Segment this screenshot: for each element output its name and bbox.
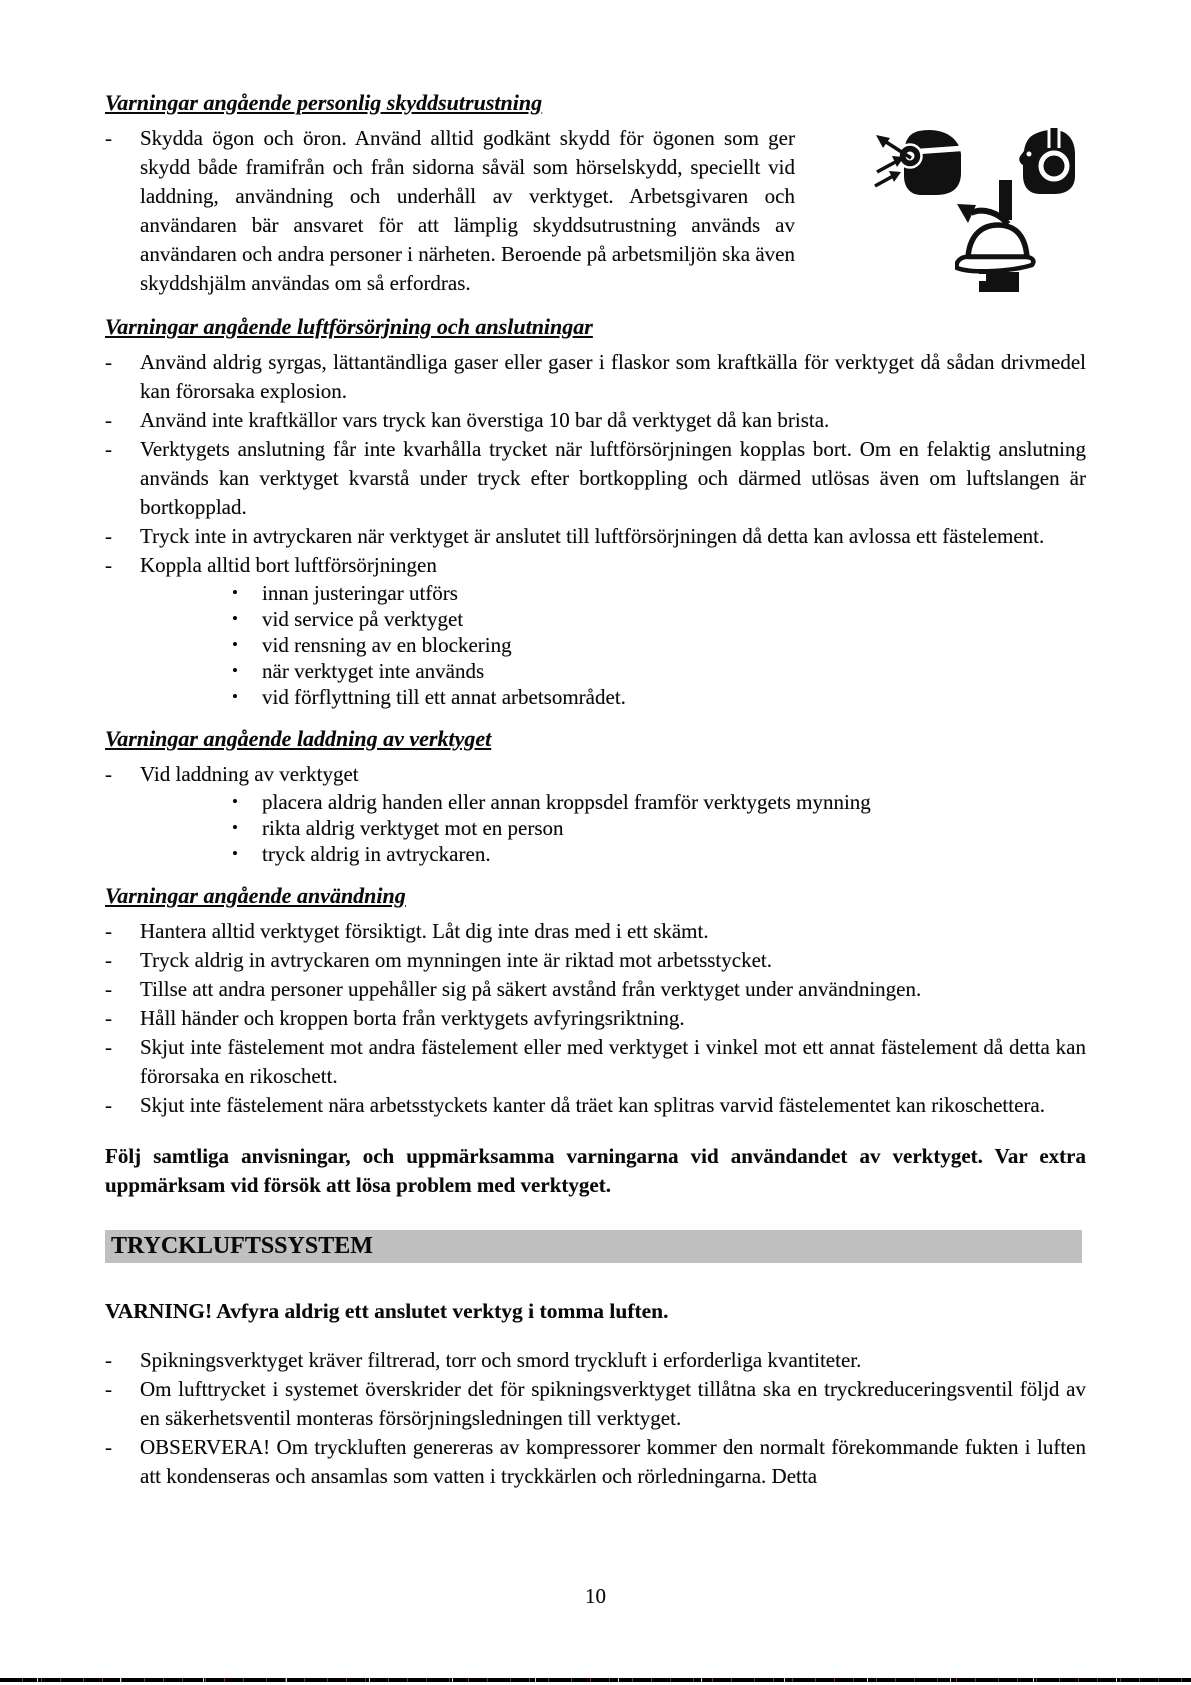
- bullet-item: [105, 1091, 1086, 1120]
- section-ppe: [105, 88, 1086, 298]
- bullet-text: Skjut inte fästelement nära arbetsstyckets kanter då träet kan splitras varvid fästelementet kan rikoschettera.: [140, 1093, 1045, 1117]
- sub-bullet-item: [232, 789, 1086, 815]
- bullet-item: [105, 917, 1086, 946]
- dash-marker: -: [105, 1006, 112, 1030]
- bullet-item: [105, 1004, 1086, 1033]
- bullet-item: [105, 124, 795, 298]
- bullet-text: Tryck aldrig in avtryckaren om mynningen inte är riktad mot arbetsstycket.: [140, 948, 772, 972]
- section-usage: [105, 881, 1086, 1120]
- section-loading: [105, 724, 1086, 867]
- page-number: 10: [585, 1584, 606, 1608]
- bullet-item: [105, 522, 1086, 551]
- bullet-marker: •: [232, 687, 238, 706]
- sub-bullet-item: [232, 658, 1086, 684]
- sub-bullet-text: tryck aldrig in avtryckaren.: [262, 842, 491, 866]
- bullet-text: Använd aldrig syrgas, lättantändliga gaser eller gaser i flaskor som kraftkälla för verktyget då sådan drivmedel kan förorsaka explosion.: [140, 350, 1086, 403]
- sub-bullet-item: [232, 841, 1086, 867]
- dash-marker: -: [105, 1377, 112, 1401]
- sub-bullet-text: vid service på verktyget: [262, 607, 464, 631]
- bullet-text: Koppla alltid bort luftförsörjningen: [140, 553, 437, 577]
- hard-hat-icon: [955, 180, 1041, 292]
- bullet-text: Tillse att andra personer uppehåller sig på säkert avstånd från verktyget under användningen.: [140, 977, 922, 1001]
- bullet-item: [105, 1033, 1086, 1091]
- sub-bullet-text: innan justeringar utförs: [262, 581, 458, 605]
- safety-pictograms: [795, 124, 1085, 296]
- sub-bullet-item: [232, 606, 1086, 632]
- bullet-item: [105, 975, 1086, 1004]
- section-banner-tryckluftssystem: TRYCKLUFTSSYSTEM: [105, 1230, 1082, 1263]
- bullet-marker: •: [232, 661, 238, 680]
- dash-marker: -: [105, 948, 112, 972]
- dash-marker: -: [105, 524, 112, 548]
- closing-note: Följ samtliga anvisningar, och uppmärksamma varningarna vid användandet av verktyget. Var extra uppmärksam vid försök att lösa problem med verktyget.: [105, 1144, 1086, 1197]
- bullet-text: OBSERVERA! Om tryckluften genereras av kompressorer kommer den normalt förekommande fukten i luften att kondenseras och ansamlas som vatten i tryckkärlen och rörledningarna. Detta: [140, 1435, 1086, 1488]
- sub-bullet-item: [232, 580, 1086, 606]
- dash-marker: -: [105, 126, 112, 150]
- bullet-text: Vid laddning av verktyget: [140, 762, 359, 786]
- bullet-marker: •: [232, 609, 238, 628]
- bullet-text: Håll händer och kroppen borta från verktygets avfyringsriktning.: [140, 1006, 685, 1030]
- sub-bullet-item: [232, 632, 1086, 658]
- bullet-item: [105, 348, 1086, 406]
- bullet-marker: •: [232, 792, 238, 811]
- bullet-text: Verktygets anslutning får inte kvarhålla trycket när luftförsörjningen kopplas bort. Om en felaktig anslutning används kan verktyget kvarstå under tryck efter bortkoppling och därmed utlösas även om luftslangen är bortkopplad.: [140, 437, 1086, 519]
- bullet-marker: •: [232, 635, 238, 654]
- bullet-item: [105, 1433, 1086, 1491]
- bullet-item: [105, 760, 1086, 789]
- section-heading-usage: Varningar angående användning: [105, 883, 406, 908]
- dash-marker: -: [105, 408, 112, 432]
- bullet-marker: •: [232, 583, 238, 602]
- dash-marker: -: [105, 977, 112, 1001]
- sub-bullet-text: placera aldrig handen eller annan kroppsdel framför verktygets mynning: [262, 790, 871, 814]
- dash-marker: -: [105, 762, 112, 786]
- dash-marker: -: [105, 437, 112, 461]
- sub-bullet-item: [232, 684, 1086, 710]
- bullet-marker: •: [232, 818, 238, 837]
- sub-bullet-text: rikta aldrig verktyget mot en person: [262, 816, 564, 840]
- bullet-marker: •: [232, 844, 238, 863]
- bullet-text: Skjut inte fästelement mot andra fästelement eller med verktyget i vinkel mot ett annat fästelement då detta kan förorsaka en rikoschett.: [140, 1035, 1086, 1088]
- bullet-text: Använd inte kraftkällor vars tryck kan överstiga 10 bar då verktyget då kan brista.: [140, 408, 830, 432]
- sub-bullet-text: när verktyget inte används: [262, 659, 485, 683]
- sub-bullet-text: vid förflyttning till ett annat arbetsområdet.: [262, 685, 626, 709]
- section-air-supply: [105, 312, 1086, 710]
- dash-marker: -: [105, 553, 112, 577]
- bullet-text: Om lufttrycket i systemet överskrider det för spikningsverktyget tillåtna ska en tryckreduceringsventil följd av en säkerhetsventil monteras försörjningsledningen till verktyget.: [140, 1377, 1086, 1430]
- bullet-item: [105, 946, 1086, 975]
- bullet-text: Spikningsverktyget kräver filtrerad, torr och smord tryckluft i erforderliga kvantiteter.: [140, 1348, 862, 1372]
- scan-edge-line: [0, 1678, 1191, 1682]
- sub-bullet-item: [232, 815, 1086, 841]
- dash-marker: -: [105, 1093, 112, 1117]
- bullet-item: [105, 435, 1086, 522]
- dash-marker: -: [105, 350, 112, 374]
- bullet-text: Skydda ögon och öron. Använd alltid godkänt skydd för ögonen som ger skydd både framifrån och från sidorna såväl som hörselskydd, speciellt vid laddning, användning och underhåll av verktyget. Arbetsgivaren och användaren bär ansvaret för att lämplig skyddsutrustning används av användaren och andra personer i närheten. Beroende på arbetsmiljön ska även skyddshjälm användas om så erfordras.: [140, 126, 795, 295]
- warning-line: VARNING! Avfyra aldrig ett anslutet verktyg i tomma luften.: [105, 1299, 669, 1323]
- dash-marker: -: [105, 1348, 112, 1372]
- bullet-text: Tryck inte in avtryckaren när verktyget är anslutet till luftförsörjningen då detta kan avlossa ett fästelement.: [140, 524, 1045, 548]
- dash-marker: -: [105, 1435, 112, 1459]
- section-heading-air-supply: Varningar angående luftförsörjning och anslutningar: [105, 314, 593, 339]
- bullet-item: [105, 551, 1086, 580]
- air-system-list: [105, 1346, 1086, 1491]
- section-heading-loading: Varningar angående laddning av verktyget: [105, 726, 492, 751]
- sub-bullet-text: vid rensning av en blockering: [262, 633, 512, 657]
- bullet-text: Hantera alltid verktyget försiktigt. Låt dig inte dras med i ett skämt.: [140, 919, 709, 943]
- section-heading-ppe: Varningar angående personlig skyddsutrustning: [105, 90, 543, 115]
- bullet-item: [105, 1375, 1086, 1433]
- bullet-item: [105, 406, 1086, 435]
- dash-marker: -: [105, 1035, 112, 1059]
- bullet-item: [105, 1346, 1086, 1375]
- dash-marker: -: [105, 919, 112, 943]
